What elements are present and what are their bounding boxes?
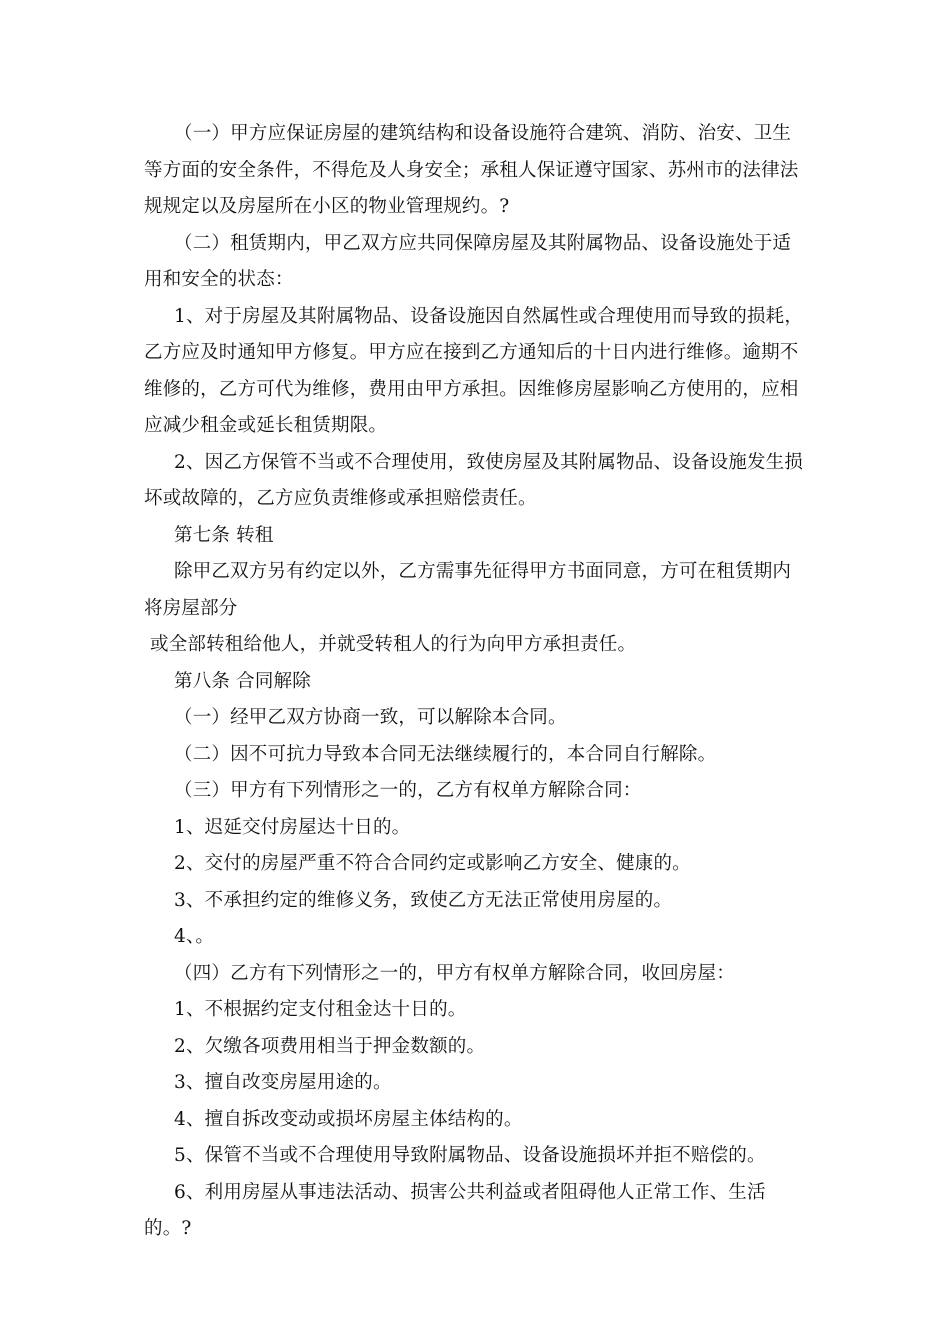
termination-item-mutual: （一）经甲乙双方协商一致，可以解除本合同。 xyxy=(174,707,567,728)
paragraph-tenant-damage-liability: 2、因乙方保管不当或不合理使用，致使房屋及其附属物品、设备设施发生损坏或故障的，乙方应负责维修或承担赔偿责任。 xyxy=(144,451,804,509)
termination-item-landlord-default: （三）甲方有下列情形之一的，乙方有权单方解除合同： xyxy=(174,780,642,801)
list-item: 3、擅自改变房屋用途的。 xyxy=(174,1072,392,1093)
list-item: 2、欠缴各项费用相当于押金数额的。 xyxy=(174,1035,486,1057)
list-item: 2、交付的房屋严重不符合合同约定或影响乙方安全、健康的。 xyxy=(174,853,691,874)
document-body xyxy=(144,116,808,1248)
paragraph-sublease-responsibility: 或全部转租给他人，并就受转租人的行为向甲方承担责任。 xyxy=(150,634,637,655)
termination-item-tenant-default: （四）乙方有下列情形之一的，甲方有权单方解除合同，收回房屋： xyxy=(174,962,736,984)
list-item: 6、利用房屋从事违法活动、损害公共利益或者阻碍他人正常工作、生活的。? xyxy=(144,1181,766,1239)
paragraph-landlord-safety-obligation: （一）甲方应保证房屋的建筑结构和设备设施符合建筑、消防、治安、卫生等方面的安全条件，不得危及人身安全；承租人保证遵守国家、苏州市的法律法规规定以及房屋所在小区的物业管理规约。? xyxy=(144,123,799,217)
list-item: 1、不根据约定支付租金达十日的。 xyxy=(174,999,467,1020)
list-item: 3、不承担约定的维修义务，致使乙方无法正常使用房屋的。 xyxy=(174,889,673,911)
list-item: 4、。 xyxy=(174,926,215,947)
list-item: 5、保管不当或不合理使用导致附属物品、设备设施损坏并拒不赔偿的。 xyxy=(174,1145,766,1166)
termination-item-force-majeure: （二）因不可抗力导致本合同无法继续履行的，本合同自行解除。 xyxy=(174,743,717,765)
article-eight-heading: 第八条 合同解除 xyxy=(174,670,311,692)
list-item: 4、擅自拆改变动或损坏房屋主体结构的。 xyxy=(174,1108,523,1130)
paragraph-joint-maintenance: （二）租赁期内，甲乙双方应共同保障房屋及其附属物品、设备设施处于适用和安全的状态： xyxy=(144,232,792,290)
paragraph-natural-wear-repair: 1、对于房屋及其附属物品、设备设施因自然属性或合理使用而导致的损耗，乙方应及时通知甲方修复。甲方应在接到乙方通知后的十日内进行维修。逾期不维修的，乙方可代为维修，费用由甲方承担。因维修房屋影响乙方使用的，应相应减少租金或延长租赁期限。 xyxy=(144,305,804,436)
article-seven-heading: 第七条 转租 xyxy=(174,524,274,546)
list-item: 1、迟延交付房屋达十日的。 xyxy=(174,816,411,838)
paragraph-sublease-consent: 除甲乙双方另有约定以外，乙方需事先征得甲方书面同意，方可在租赁期内将房屋部分 xyxy=(144,561,792,619)
